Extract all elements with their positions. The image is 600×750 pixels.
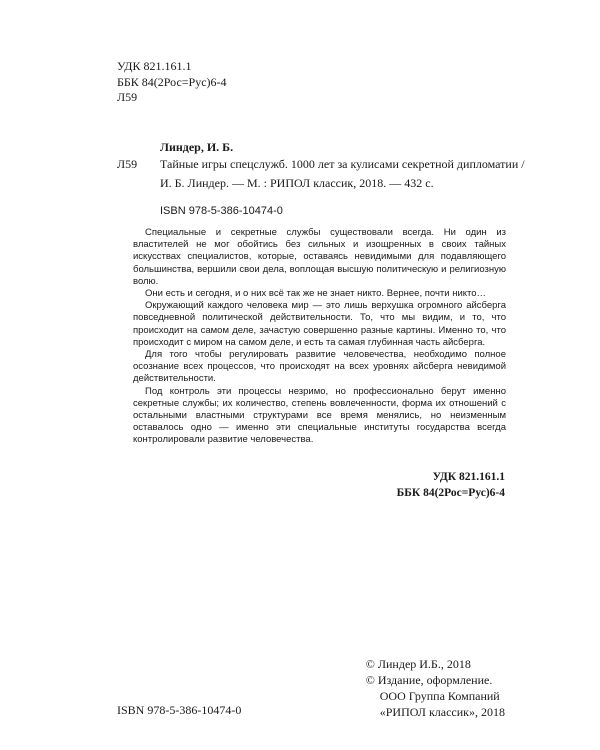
annotation-paragraph: Они есть и сегодня, и о них всё так же не знает никто. Вернее, почти никто…: [145, 288, 487, 300]
annotation-paragraph: Для того чтобы регулировать развитие человечества, необходимо полное осознание всех процессов, что происходят на всех уровнях айсберга невидимой действительности.: [133, 349, 506, 385]
udk-code-footer: УДК 821.161.1: [432, 471, 505, 483]
annotation-paragraph: Окружающий каждого человека мир — это лишь верхушка огромного айсберга повседневной политической действительности. То, что мы видим, и то, что происходит на самом деле, зачастую совершенно разные картины. Именно то, что происходит с миром на самом деле, и есть та самая глубинная часть айсберга.: [133, 300, 506, 348]
copyright-publisher-name: «РИПОЛ классик», 2018: [379, 705, 505, 719]
catalog-title-line-2: И. Б. Линдер. — М. : РИПОЛ классик, 2018. — 432 с.: [160, 176, 434, 190]
catalog-title-line-1: Тайные игры спецслужб. 1000 лет за кулисами секретной дипломатии /: [160, 157, 525, 171]
annotation-paragraph: Под контроль эти процессы незримо, но профессионально берут именно секретные службы; их количество, степень вовлеченности, форма их отношений с остальными властными структурами все время менялись, но неизменным оставалось одно — именно эти специальные институты государства всегда контролировали развитие человечества.: [133, 385, 506, 446]
footer-classification-codes: [397, 469, 505, 501]
catalog-author: Линдер, И. Б.: [160, 140, 234, 154]
bbk-code-footer: ББК 84(2Рос=Рус)6-4: [396, 487, 505, 499]
author-mark: Л59: [117, 90, 138, 104]
copyright-edition: © Издание, оформление.: [365, 673, 493, 687]
annotation-paragraph: Специальные и секретные службы существовали всегда. Ни один из властителей не мог обойтись без сильных и изощренных в своих тайных искусствах специалистов, которые, оставаясь невидимыми для подавляющего большинства, вершили свои дела, воплощая высшую политическую и религиозную волю.: [133, 227, 506, 287]
catalog-number: Л59: [117, 157, 138, 171]
catalog-isbn: ISBN 978-5-386-10474-0: [160, 205, 283, 217]
annotation: [133, 227, 506, 447]
bbk-code: ББК 84(2Рос=Рус)6-4: [117, 74, 227, 89]
header-classification-codes: [117, 59, 227, 106]
copyright-publisher: ООО Группа Компаний: [379, 689, 500, 703]
isbn-bottom: ISBN 978-5-386-10474-0: [117, 703, 242, 717]
udk-code: УДК 821.161.1: [117, 59, 192, 73]
copyright-block: [366, 656, 505, 720]
copyright-author: © Линдер И.Б., 2018: [365, 657, 471, 671]
